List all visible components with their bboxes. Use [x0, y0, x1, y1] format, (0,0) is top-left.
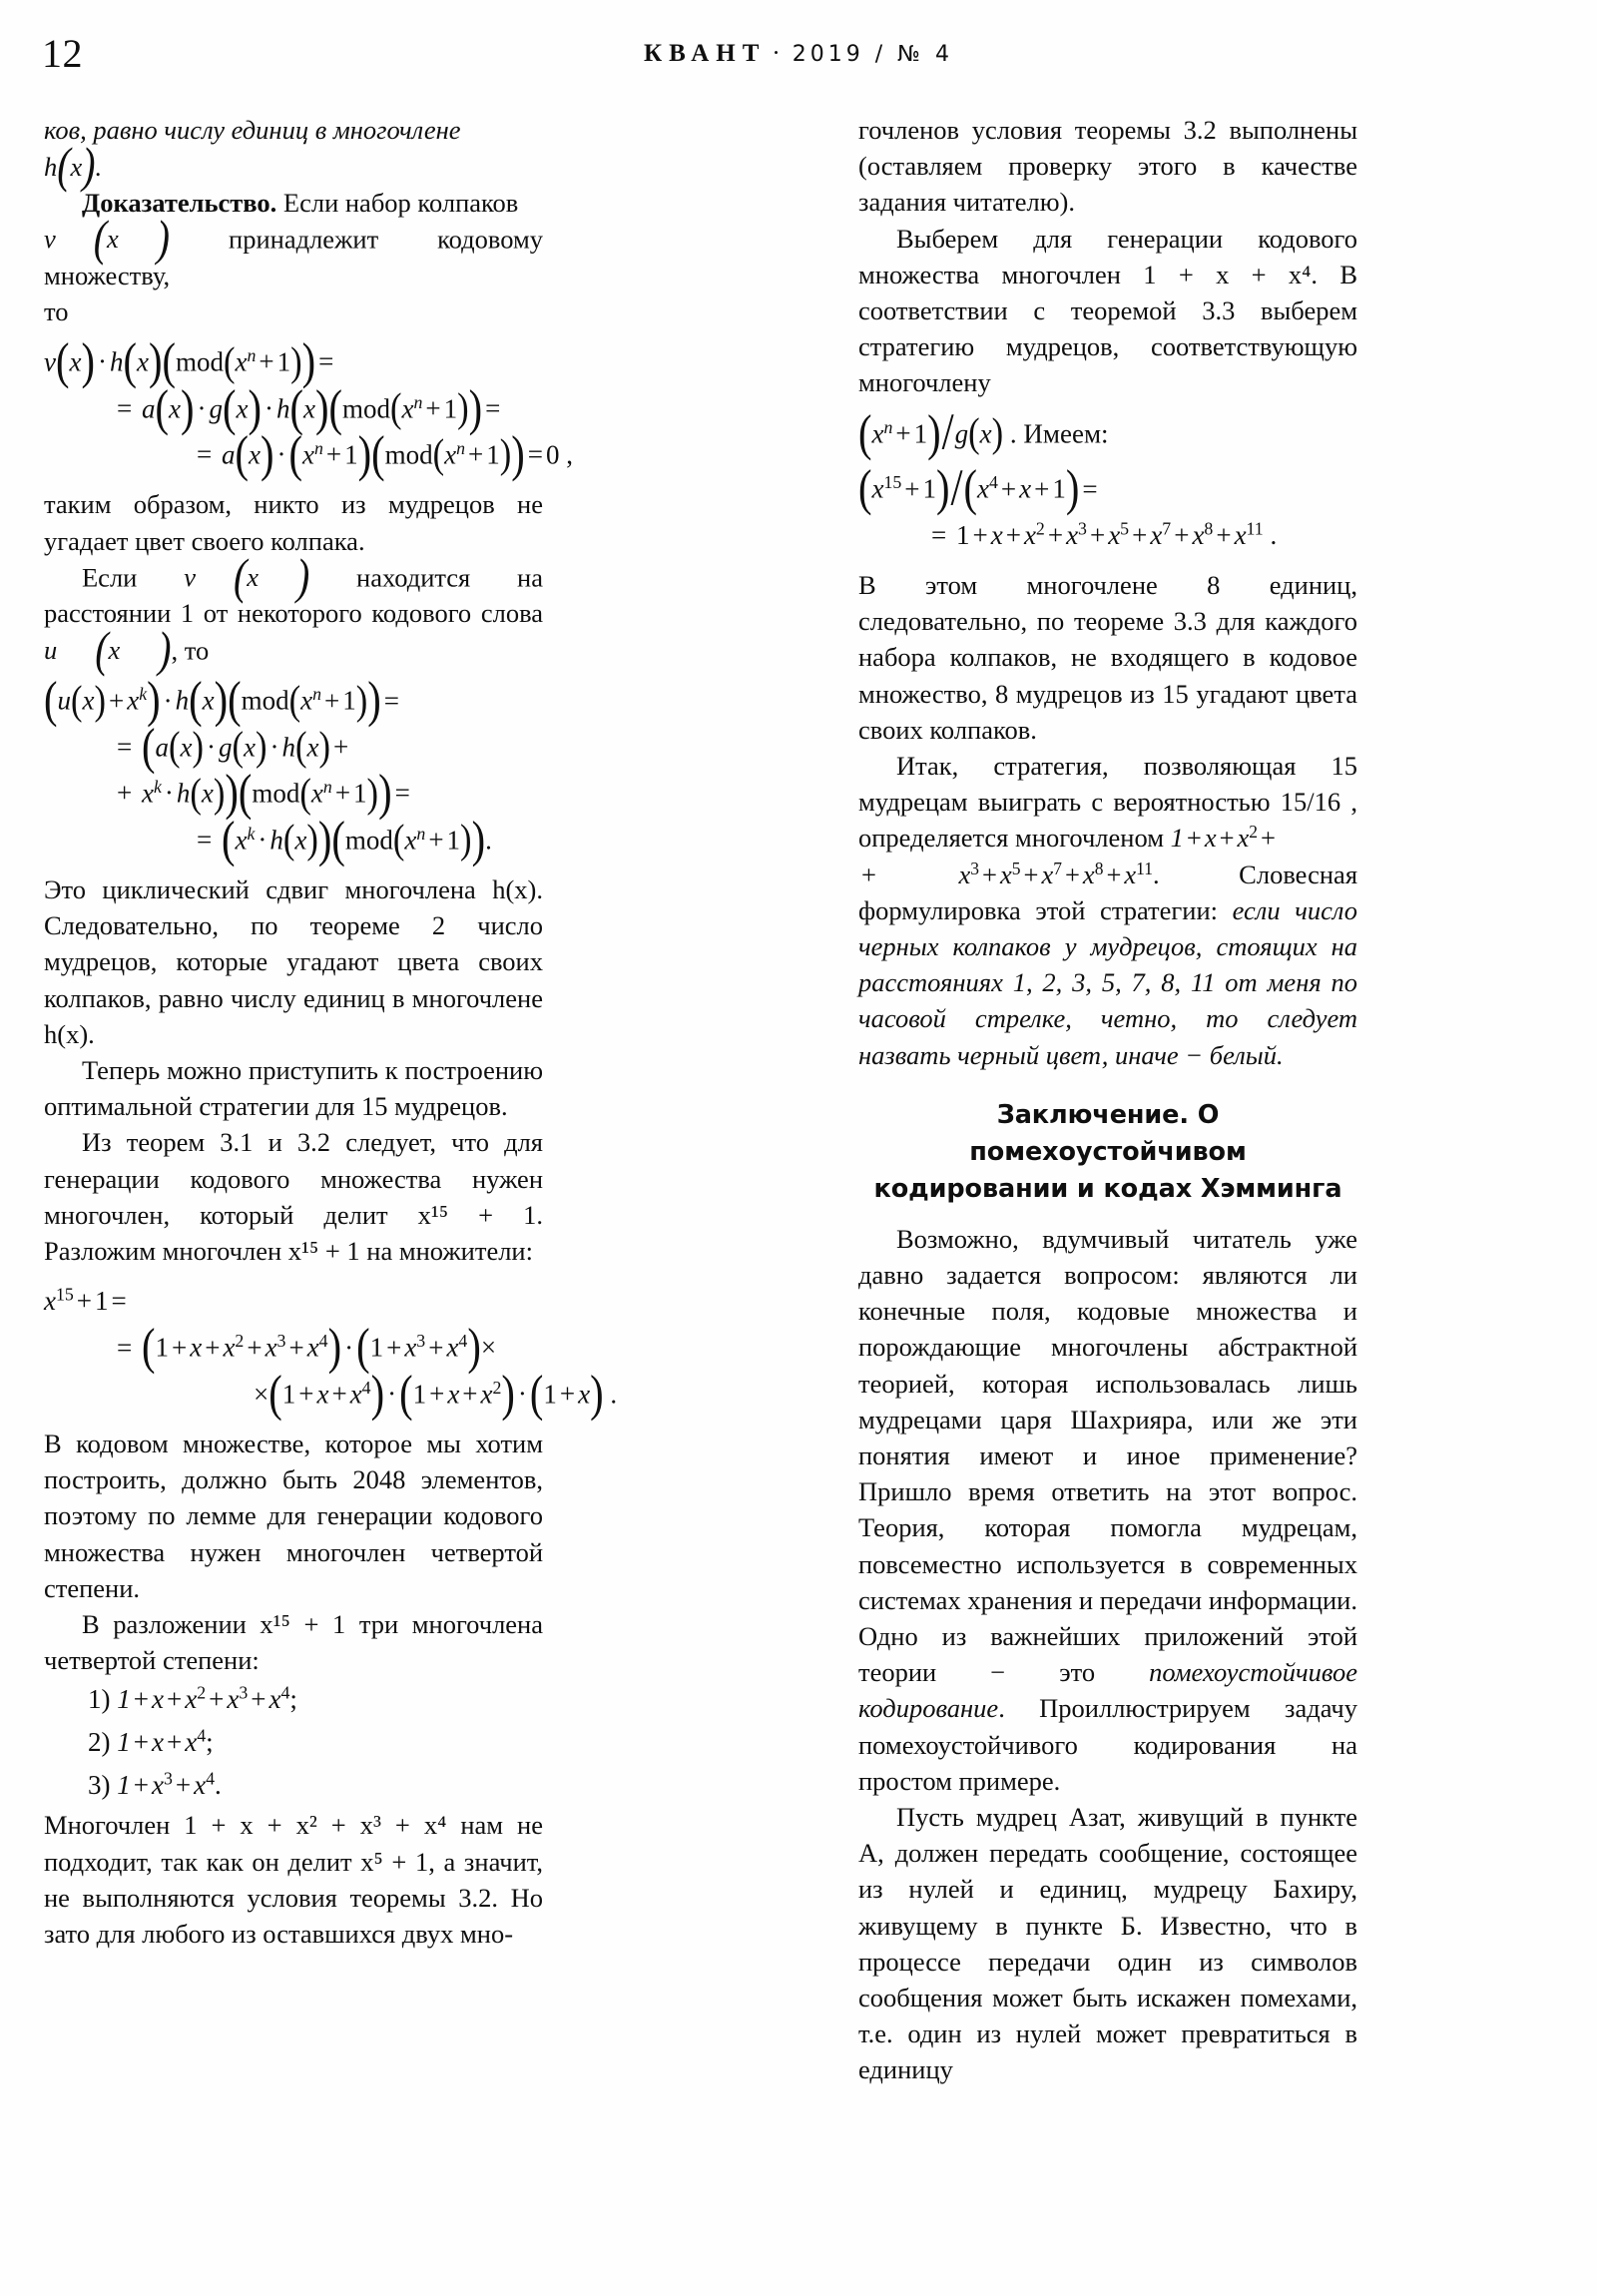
- list-item: [44, 1721, 543, 1764]
- equation-2-line-2: = (a(x) · g(x) · h(x) +: [117, 717, 349, 775]
- lead-text: ков, равно числу единиц в многочлене: [44, 115, 461, 145]
- paragraph-6: Из теорем 3.1 и 3.2 следует, что для генерации кодового множества нужен многочлен, который делит x¹⁵ + 1. Разложим многочлен x¹⁵ + 1 на множители:: [44, 1127, 543, 1266]
- equation-right-1-line-1: $(x^{15} + 1)/(x^4 + x + 1)$ =: [858, 459, 1098, 517]
- proof-label: Доказательство.: [82, 187, 277, 218]
- right-paragraph-1: гочленов условия теоремы 3.2 выполнены (оставляем проверку этого в качестве задания читателю).: [858, 115, 1357, 218]
- equation-block-right-1: [858, 459, 1357, 558]
- list-item-expr: $1 + x^3 + x^4$.: [117, 1769, 222, 1801]
- list-item: [44, 1678, 543, 1721]
- lead-paragraph: [44, 112, 543, 194]
- right-paragraph-6: Пусть мудрец Азат, живущий в пункте А, должен передать сообщение, состоящее из нулей и единиц, мудрецу Бахиру, живущему в пункте Б. Известно, что в процессе передачи один из символов сообщения может быть искажен помехами, т.е. один из нулей может превратиться в единицу: [858, 1802, 1357, 2085]
- lead-math: h(x).: [44, 138, 103, 194]
- list-item: [44, 1764, 543, 1807]
- equation-1-line-3: = $a(x) \cdot(x^n + 1)(mod(x^n + 1)) = 0$ ,: [197, 425, 573, 482]
- section-heading: [858, 1097, 1357, 1208]
- right-paragraph-5-tail: . Проиллюстрируем задачу помехоустойчивого кодирования на простом примере.: [858, 1693, 1357, 1796]
- section-heading-line-1: Заключение. О помехоустойчивом: [969, 1099, 1247, 1167]
- equation-2-line-1: $(u(x) + x^k) \cdot h(x)(mod(x^n + 1))$ =: [44, 671, 400, 728]
- section-heading-line-2: кодировании и кодах Хэмминга: [873, 1173, 1342, 1204]
- right-paragraph-2-text: Выберем для генерации кодового множества многочлен 1 + x + x⁴. В соответствии с теоремой 3.3 выберем стратегию мудрецов, соответствующую многочлену: [858, 223, 1357, 398]
- inline-math-display-quotient: [858, 403, 1357, 461]
- proof-text-3: то: [44, 295, 69, 326]
- inline-math-v: v (x ): [44, 211, 171, 267]
- right-paragraph-3: В этом многочлене 8 единиц, следовательно, по теореме 3.3 для каждого набора колпаков, не входящего в кодовое множество, 8 мудрецов из 15 угадают цвета своих колпаков.: [858, 569, 1357, 745]
- body-columns: [0, 112, 1597, 2278]
- right-paragraph-5: [858, 1221, 1357, 1799]
- paragraph-4: Это циклический сдвиг многочлена h(x). Следовательно, по теореме 2 число мудрецов, которые угадают цвета своих колпаков, равно числу единиц в многочлене h(x).: [44, 873, 543, 1049]
- list-item-number: 2): [88, 1727, 111, 1758]
- noise-resistant-coding-italic: помехоустойчивое кодирование: [858, 1657, 1357, 1724]
- header-separator: ·: [772, 40, 787, 67]
- running-head: [0, 30, 1597, 86]
- equation-3-line-1: $x^{15} + 1$ =: [44, 1284, 127, 1317]
- paragraph-7: В кодовом множестве, которое мы хотим построить, должно быть 2048 элементов, поэтому по лемме для генерации кодового множества нужен многочлен четвертой степени.: [44, 1428, 543, 1603]
- inline-math-poly-2: + $x^3 + x^5 + x^7 + x^8 + x^{11}$: [861, 858, 1153, 889]
- proof-text-1: Если набор колпаков: [282, 187, 519, 218]
- paragraph-2: таким образом, никто из мудрецов не угадает цвет своего колпака.: [44, 489, 543, 556]
- equation-2-line-3: + $x^k \cdot h(x))(mod(x^n + 1))$ =: [117, 764, 410, 821]
- page-number: 12: [42, 31, 83, 76]
- right-paragraph-2: [858, 221, 1357, 401]
- inline-math-ux: u (x ): [44, 622, 172, 678]
- right-column: [858, 112, 1357, 2088]
- paragraph-5: Теперь можно приступить к построению оптимальной стратегии для 15 мудрецов.: [44, 1054, 543, 1122]
- list-item-expr: $1 + x + x^4$;: [117, 1726, 214, 1758]
- right-paragraph-5-text: Возможно, вдумчивый читатель уже давно задается вопросом: являются ли конечные поля, кодовые множества и порождающие многочлены абстрактной теорией, которая использовалась лишь мудрецами царя Шахрияра, или же эти понятия имеют и иное применение? Пришло время ответить на этот вопрос. Теория, которая помогла мудрецам, повсеместно используется в современных системах хранения и передачи информации. Одно из важнейших приложений этой теории − это: [858, 1223, 1357, 1688]
- right-paragraph-4-a: Итак, стратегия, позволяющая 15 мудрецам выиграть с вероятностью 15/16 , определяется многочленом: [858, 750, 1357, 854]
- journal-header: [0, 36, 1597, 73]
- list-item-number: 3): [88, 1770, 111, 1801]
- equation-block-2: [44, 671, 543, 867]
- equation-3-line-2: = $(1 + x + x^2 + x^3 + x^4) \cdot(1 + x^3 + x^4)\times$: [117, 1318, 497, 1375]
- paragraph-3-a: Если: [82, 562, 138, 593]
- quotient-expression: $(x^n + 1)/g(x)$ . Имеем:: [858, 403, 1109, 461]
- right-paragraph-4: [858, 748, 1357, 1073]
- proof-text-2: принадлежит кодовому множеству,: [44, 224, 543, 290]
- paragraph-9: Многочлен 1 + x + x² + x³ + x⁴ нам не подходит, так как он делит x⁵ + 1, а значит, не выполняются условия теоремы 3.2. Но зато для любого из оставшихся двух мно-: [44, 1810, 543, 1949]
- inline-math-poly-1: $1 + x + x^2$ +: [1170, 822, 1276, 854]
- left-column: [44, 112, 618, 1952]
- right-paragraph-4-b: . Словесная формулировка этой стратегии:: [858, 859, 1358, 925]
- equation-block-3: [44, 1278, 618, 1422]
- journal-title: КВАНТ: [644, 40, 767, 67]
- equation-2-line-4: = $(x^k \cdot h(x))(mod(x^n + 1))$.: [197, 810, 492, 867]
- paragraph-3-b: находится на расстоянии 1 от некоторого кодового слова: [44, 562, 544, 629]
- journal-issue: 2019 / № 4: [792, 42, 953, 67]
- strategy-italic-text: если число черных колпаков у мудрецов, стоящих на расстояниях 1, 2, 3, 5, 7, 8, 11 от меня по часовой стрелке, четно, то следует назвать черный цвет, иначе − белый.: [858, 894, 1358, 1070]
- paragraph-3-c: , то: [171, 635, 210, 666]
- paragraph-3: [44, 549, 544, 678]
- equation-1-line-1: $v(x) \cdot h(x)(mod(x^n + 1))$ =: [44, 332, 334, 389]
- inline-math-vx: v (x ): [184, 549, 310, 605]
- equation-block-1: [44, 332, 573, 482]
- list-item-expr: $1 + x + x^2 + x^3 + x^4$;: [117, 1683, 297, 1715]
- proof-paragraph: [44, 185, 543, 329]
- equation-1-line-2: = $a(x) \cdot g(x) \cdot h(x)(mod(x^n + 1))$ =: [117, 378, 501, 436]
- equation-3-line-3: $\times(1 + x + x^4) \cdot(1 + x + x^2) \cdot(1 + x)$ .: [254, 1364, 618, 1422]
- equation-right-1-line-2: = $1 + x + x^2 + x^3 + x^5 + x^7 + x^8 + x^{11}$ .: [931, 518, 1278, 550]
- paragraph-8: В разложении x¹⁵ + 1 три многочлена четвертой степени:: [44, 1608, 543, 1676]
- list-item-number: 1): [88, 1684, 111, 1715]
